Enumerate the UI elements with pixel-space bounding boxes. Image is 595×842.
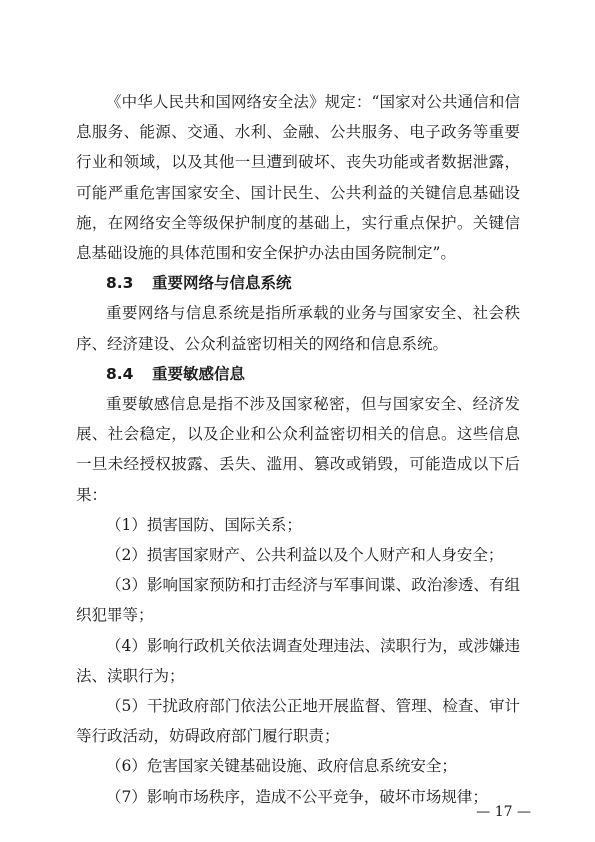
list-item: （4）影响行政机关依法调查处理违法、渎职行为，或涉嫌违 bbox=[106, 636, 520, 655]
section-number: 8.4 bbox=[106, 364, 134, 383]
paragraph-line: 展、社会稳定，以及企业和公众利益密切相关的信息。这些信息 bbox=[76, 425, 520, 444]
paragraph-line: 施，在网络安全等级保护制度的基础上，实行重点保护。关键信 bbox=[76, 213, 520, 232]
paragraph-line: 《中华人民共和国网络安全法》规定：“国家对公共通信和信 bbox=[106, 93, 520, 111]
list-item: （1）损害国防、国际关系； bbox=[106, 515, 302, 534]
paragraph-line: 序、经济建设、公众利益密切相关的网络和信息系统。 bbox=[76, 334, 449, 353]
list-item: （7）影响市场秩序，造成不公平竞争，破坏市场规律； bbox=[106, 787, 488, 806]
page-number: — 17 — bbox=[476, 804, 531, 820]
paragraph-line: 果： bbox=[76, 485, 108, 504]
list-item-continuation: 等行政活动，妨碍政府部门履行职责； bbox=[76, 727, 340, 746]
section-heading-8-4 bbox=[106, 364, 245, 384]
section-title: 重要网络与信息系统 bbox=[152, 274, 292, 293]
list-item-continuation: 织犯罪等； bbox=[76, 606, 154, 625]
list-item-continuation: 法、渎职行为； bbox=[76, 666, 185, 685]
paragraph-line: 一旦未经授权披露、丢失、滥用、篡改或销毁，可能造成以下后 bbox=[76, 455, 520, 474]
paragraph-line: 行业和领域，以及其他一旦遭到破坏、丧失功能或者数据泄露， bbox=[76, 153, 520, 172]
paragraph-line: 息基础设施的具体范围和安全保护办法由国务院制定”。 bbox=[76, 244, 456, 262]
paragraph-line: 可能严重危害国家安全、国计民生、公共利益的关键信息基础设 bbox=[76, 183, 520, 202]
section-heading-8-3 bbox=[106, 273, 292, 293]
paragraph-line: 息服务、能源、交通、水利、金融、公共服务、电子政务等重要 bbox=[76, 123, 520, 142]
list-item: （5）干扰政府部门依法公正地开展监督、管理、检查、审计 bbox=[106, 697, 520, 715]
section-title: 重要敏感信息 bbox=[152, 364, 246, 383]
paragraph-line: 重要敏感信息是指不涉及国家秘密，但与国家安全、经济发 bbox=[106, 395, 520, 413]
list-item: （3）影响国家预防和打击经济与军事间谍、政治渗透、有组 bbox=[106, 576, 520, 595]
section-number: 8.3 bbox=[106, 274, 134, 293]
paragraph-line: 重要网络与信息系统是指所承载的业务与国家安全、社会秩 bbox=[106, 304, 520, 323]
list-item: （2）损害国家财产、公共利益以及个人财产和人身安全； bbox=[106, 546, 504, 564]
list-item: （6）危害国家关键基础设施、政府信息系统安全； bbox=[106, 757, 457, 776]
